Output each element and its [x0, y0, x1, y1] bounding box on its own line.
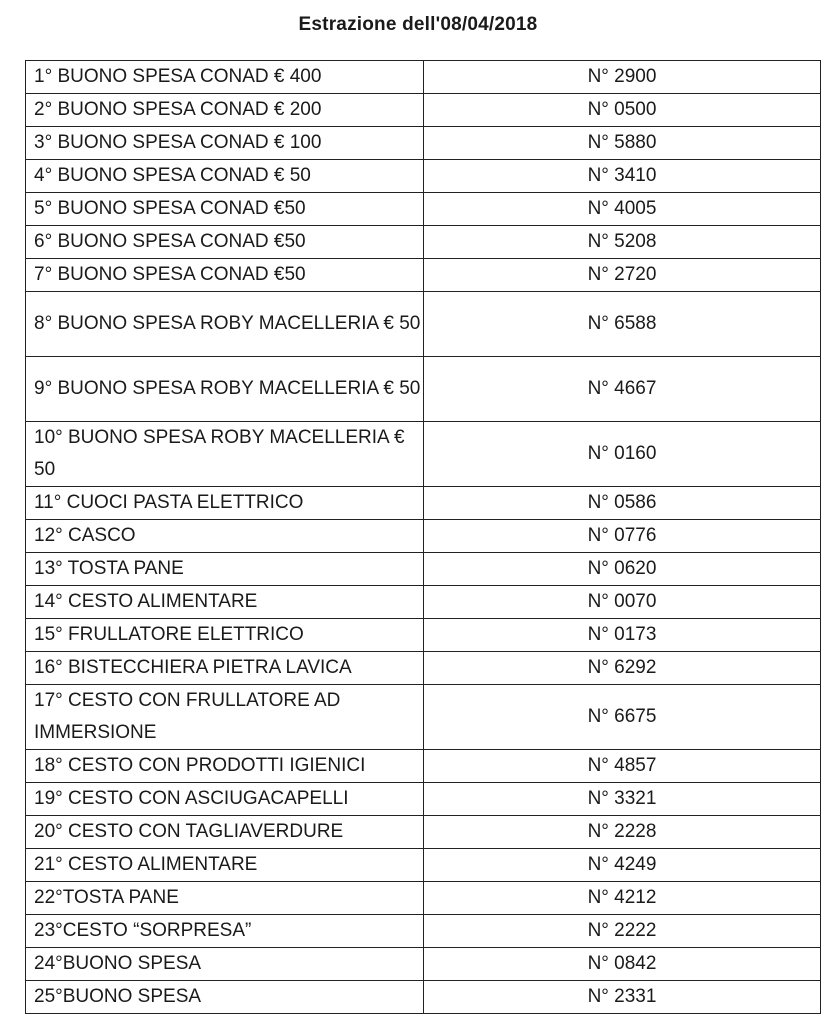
prize-cell: 8° BUONO SPESA ROBY MACELLERIA € 50 [26, 292, 424, 357]
ticket-number-cell: N° 2228 [424, 816, 821, 849]
table-row [26, 94, 821, 127]
ticket-number-cell: N° 3410 [424, 160, 821, 193]
table-row [26, 127, 821, 160]
table-row [26, 750, 821, 783]
prize-cell: 21° CESTO ALIMENTARE [26, 849, 424, 882]
table-row [26, 816, 821, 849]
prize-draw-table-body [26, 61, 821, 1014]
ticket-number-cell: N° 6675 [424, 685, 821, 750]
ticket-number-cell: N° 0070 [424, 586, 821, 619]
ticket-number-cell: N° 4005 [424, 193, 821, 226]
ticket-number-cell: N° 5880 [424, 127, 821, 160]
prize-cell: 22°TOSTA PANE [26, 882, 424, 915]
table-row [26, 487, 821, 520]
prize-cell: 17° CESTO CON FRULLATORE AD IMMERSIONE [26, 685, 424, 750]
table-row [26, 915, 821, 948]
table-row [26, 259, 821, 292]
ticket-number-cell: N° 4857 [424, 750, 821, 783]
prize-cell: 9° BUONO SPESA ROBY MACELLERIA € 50 [26, 357, 424, 422]
ticket-number-cell: N° 0500 [424, 94, 821, 127]
table-row [26, 357, 821, 422]
ticket-number-cell: N° 6588 [424, 292, 821, 357]
prize-cell: 14° CESTO ALIMENTARE [26, 586, 424, 619]
ticket-number-cell: N° 4212 [424, 882, 821, 915]
prize-cell: 19° CESTO CON ASCIUGACAPELLI [26, 783, 424, 816]
table-row [26, 61, 821, 94]
ticket-number-cell: N° 0173 [424, 619, 821, 652]
table-row [26, 553, 821, 586]
prize-cell: 18° CESTO CON PRODOTTI IGIENICI [26, 750, 424, 783]
ticket-number-cell: N° 2331 [424, 981, 821, 1014]
prize-cell: 7° BUONO SPESA CONAD €50 [26, 259, 424, 292]
prize-cell: 12° CASCO [26, 520, 424, 553]
prize-cell: 4° BUONO SPESA CONAD € 50 [26, 160, 424, 193]
table-row [26, 193, 821, 226]
table-row [26, 422, 821, 487]
prize-draw-table [25, 60, 821, 1014]
table-row [26, 981, 821, 1014]
prize-cell: 2° BUONO SPESA CONAD € 200 [26, 94, 424, 127]
ticket-number-cell: N° 5208 [424, 226, 821, 259]
table-row [26, 948, 821, 981]
prize-cell: 6° BUONO SPESA CONAD €50 [26, 226, 424, 259]
table-row [26, 882, 821, 915]
table-row [26, 619, 821, 652]
table-row [26, 849, 821, 882]
ticket-number-cell: N° 6292 [424, 652, 821, 685]
prize-cell: 1° BUONO SPESA CONAD € 400 [26, 61, 424, 94]
prize-cell: 24°BUONO SPESA [26, 948, 424, 981]
prize-cell: 15° FRULLATORE ELETTRICO [26, 619, 424, 652]
ticket-number-cell: N° 0586 [424, 487, 821, 520]
ticket-number-cell: N° 4667 [424, 357, 821, 422]
table-row [26, 586, 821, 619]
page-title: Estrazione dell'08/04/2018 [298, 14, 538, 35]
prize-cell: 11° CUOCI PASTA ELETTRICO [26, 487, 424, 520]
table-row [26, 652, 821, 685]
prize-cell: 5° BUONO SPESA CONAD €50 [26, 193, 424, 226]
ticket-number-cell: N° 2900 [424, 61, 821, 94]
table-row [26, 783, 821, 816]
ticket-number-cell: N° 2222 [424, 915, 821, 948]
prize-cell: 23°CESTO “SORPRESA” [26, 915, 424, 948]
ticket-number-cell: N° 0620 [424, 553, 821, 586]
prize-cell: 13° TOSTA PANE [26, 553, 424, 586]
ticket-number-cell: N° 0776 [424, 520, 821, 553]
table-row [26, 160, 821, 193]
prize-cell: 20° CESTO CON TAGLIAVERDURE [26, 816, 424, 849]
prize-cell: 25°BUONO SPESA [26, 981, 424, 1014]
table-row [26, 292, 821, 357]
prize-cell: 10° BUONO SPESA ROBY MACELLERIA € 50 [26, 422, 424, 487]
prize-cell: 16° BISTECCHIERA PIETRA LAVICA [26, 652, 424, 685]
ticket-number-cell: N° 2720 [424, 259, 821, 292]
ticket-number-cell: N° 3321 [424, 783, 821, 816]
table-row [26, 685, 821, 750]
ticket-number-cell: N° 0160 [424, 422, 821, 487]
prize-cell: 3° BUONO SPESA CONAD € 100 [26, 127, 424, 160]
table-row [26, 520, 821, 553]
ticket-number-cell: N° 4249 [424, 849, 821, 882]
table-row [26, 226, 821, 259]
ticket-number-cell: N° 0842 [424, 948, 821, 981]
